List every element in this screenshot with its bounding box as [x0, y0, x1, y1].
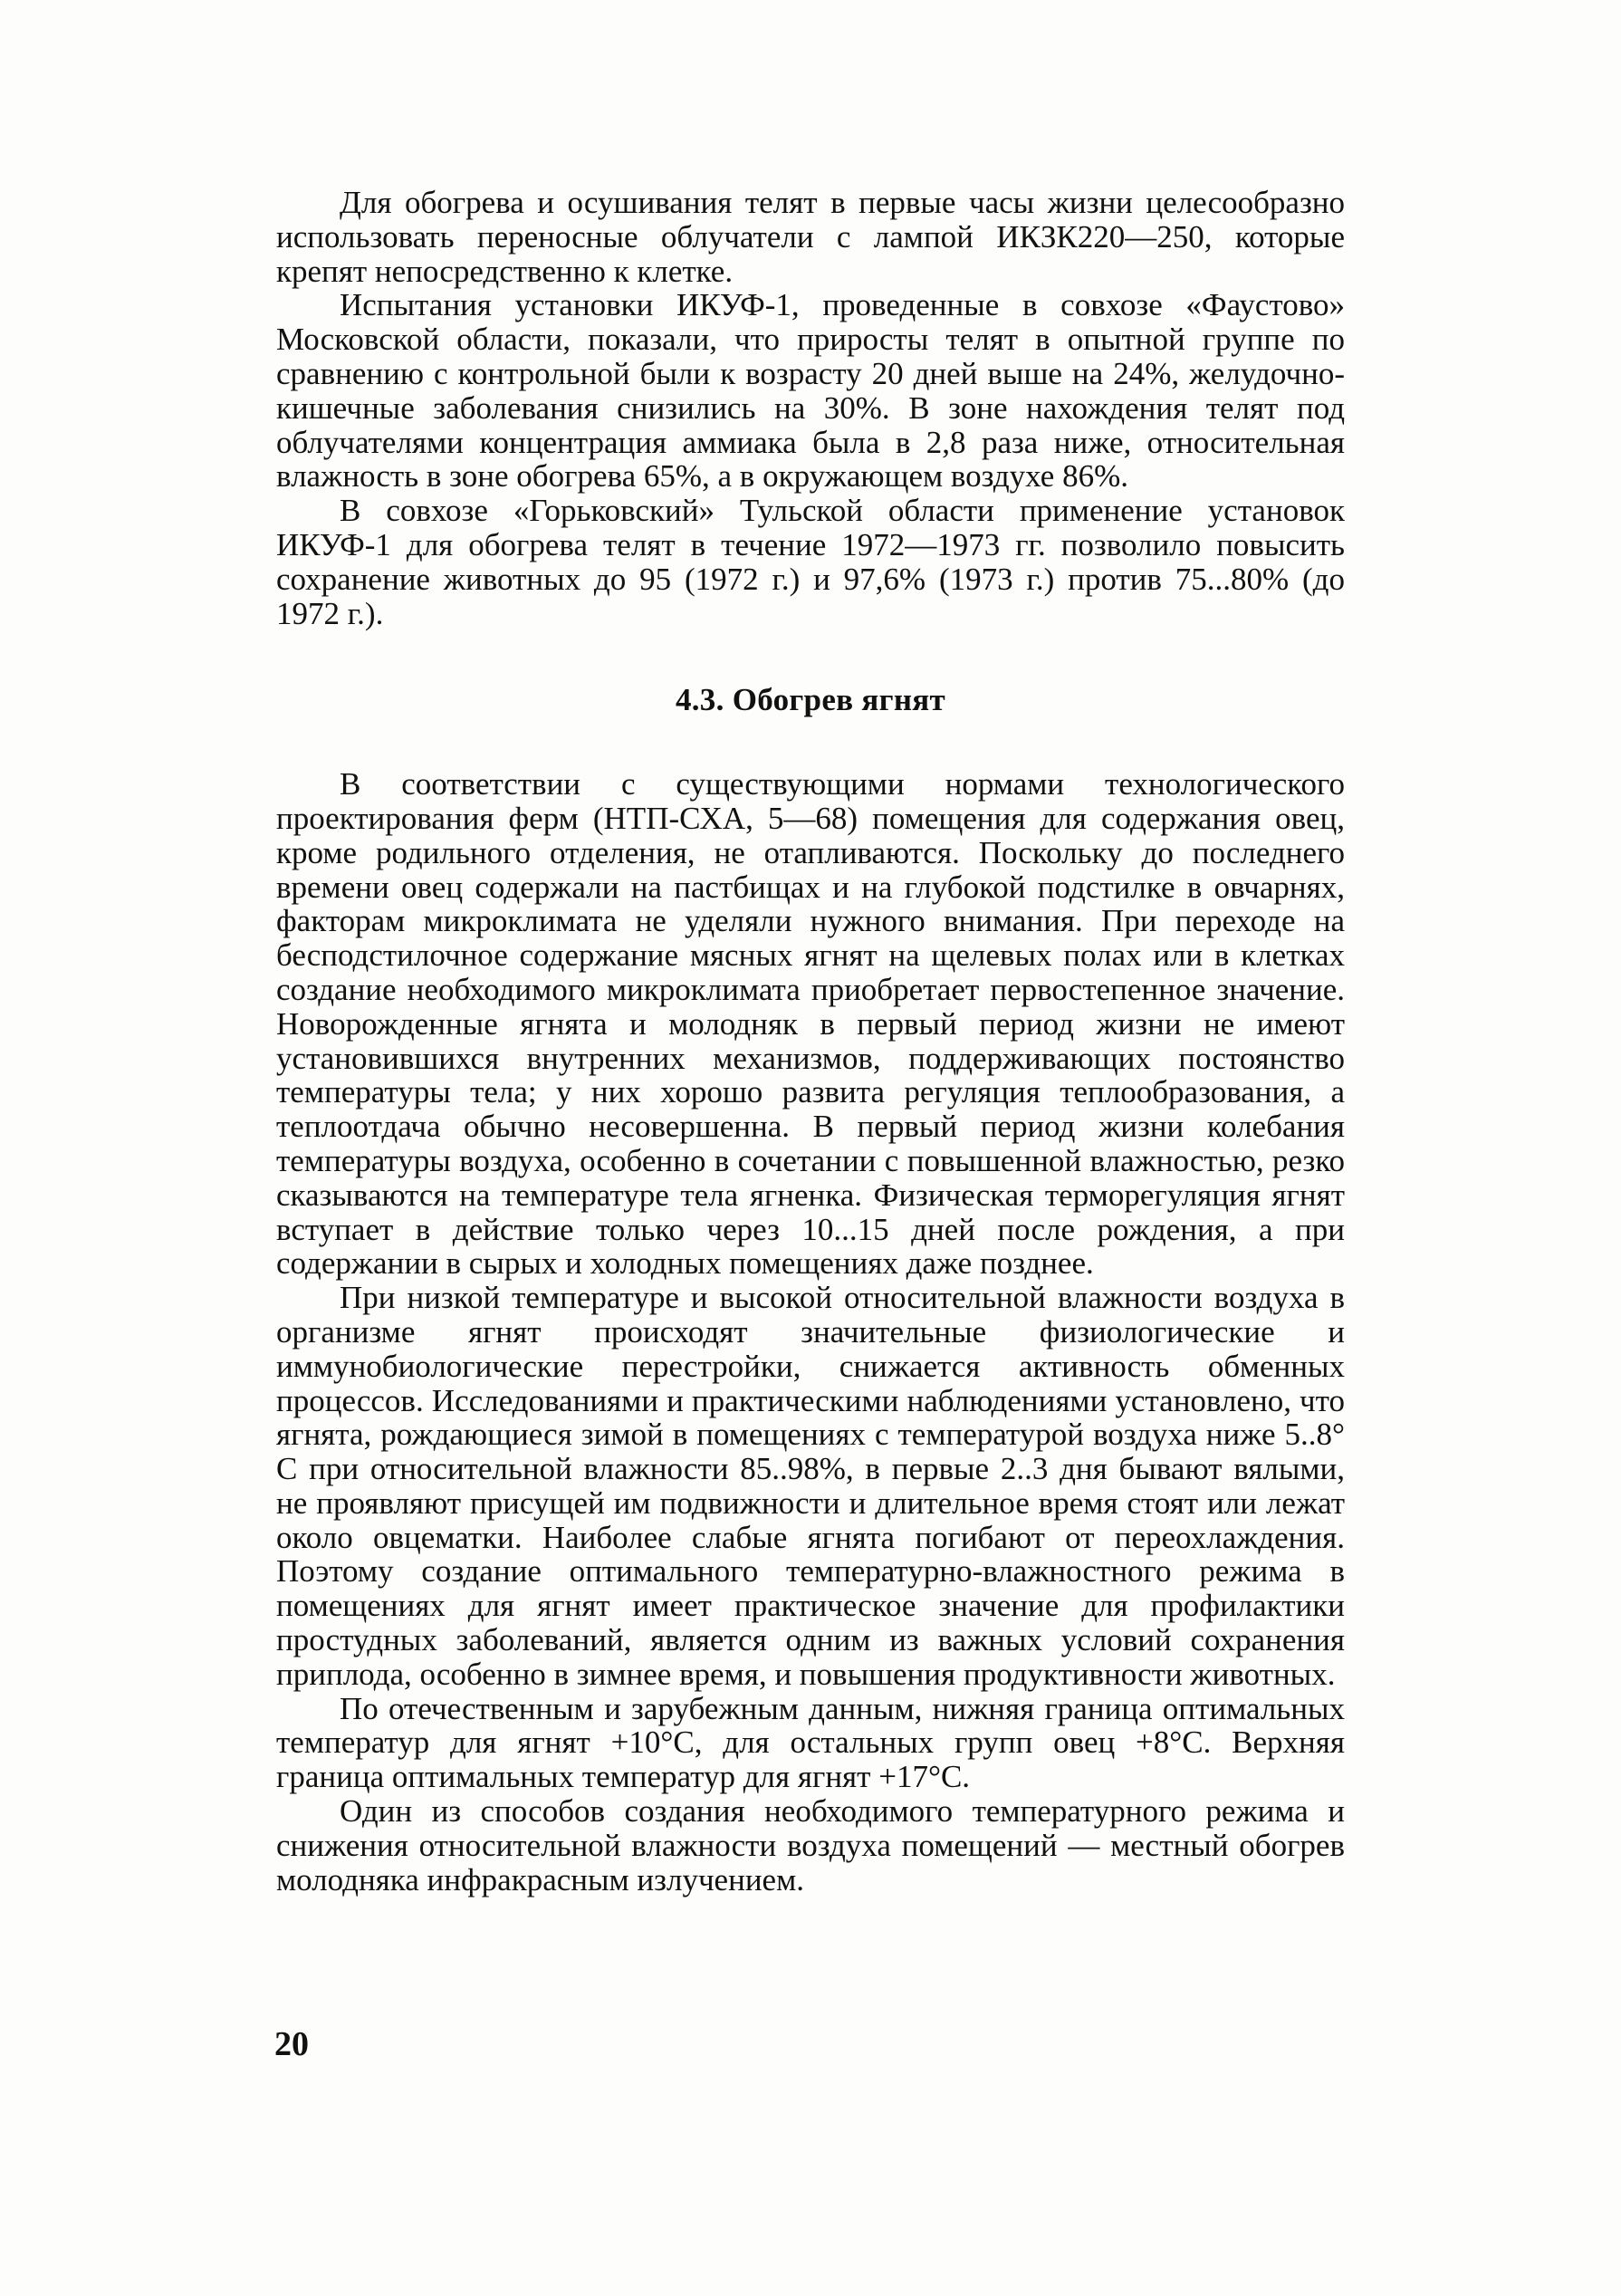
paragraph-low-temperature: При низкой температуре и высокой относительной влажности воздуха в организме ягнят происходят значительные физиологические и иммунобиологические перестройки, снижается активность обменных процессов. Исследованиями и практическими наблюдениями установлено, что ягнята, рождающиеся зимой в помещениях с температурой воздуха ниже 5..8° С при относительной влажности 85..98%, в первые 2..3 дня бывают вялыми, не проявляют присущей им подвижности и длительное время стоят или лежат около овцематки. Наиболее слабые ягнята погибают от переохлаждения. Поэтому создание оптимального температурно-влажностного режима в помещениях для ягнят имеет практическое значение для профилактики простудных заболеваний, является одним из важных условий сохранения приплода, особенно в зимнее время, и повышения продуктивности животных. — [276, 1280, 1345, 1692]
paragraph-faustovo-trial: Испытания установки ИКУФ-1, проведенные в совхозе «Фаустово» Московской области, показали, что приросты телят в опытной группе по сравнению с контрольной были к возрасту 20 дней выше на 24%, желудочно-кишечные заболевания снизились на 30%. В зоне нахождения телят под облучателями концентрация аммиака была в 2,8 раза ниже, относительная влажность в зоне обогрева 65%, а в окружающем воздухе 86%. — [276, 287, 1345, 495]
paragraph-optimal-temperatures: По отечественным и зарубежным данным, нижняя граница оптимальных температур для ягнят +10°С, для остальных групп овец +8°С. Верхняя граница оптимальных температур для ягнят +17°С. — [276, 1690, 1345, 1795]
paragraph-calves-drying: Для обогрева и осушивания телят в первые часы жизни целесообразно использовать переносные облучатели с лампой ИКЗК220—250, которые крепят непосредственно к клетке. — [276, 185, 1345, 289]
paragraph-infrared-heating: Один из способов создания необходимого температурного режима и снижения относительной влажности воздуха помещений — местный обогрев молодняка инфракрасным излучением. — [276, 1793, 1345, 1897]
paragraph-norms: В соответствии с существующими нормами технологического проектирования ферм (НТП-СХА, 5—68) помещения для содержания овец, кроме родильного отделения, не отапливаются. Поскольку до последнего времени овец содержали на пастбищах и на глубокой подстилке в овчарнях, факторам микроклимата не уделяли нужного внимания. При переходе на бесподстилочное содержание мясных ягнят на щелевых полах или в клетках создание необходимого микроклимата приобретает первостепенное значение. Новорожденные ягнята и молодняк в первый период жизни не имеют установившихся внутренних механизмов, поддерживающих постоянство температуры тела; у них хорошо развита регуляция теплообразования, а теплоотдача обычно несовершенна. В первый период жизни колебания температуры воздуха, особенно в сочетании с повышенной влажностью, резко сказываются на температуре тела ягненка. Физическая терморегуляция ягнят вступает в действие только через 10...15 дней после рождения, а при содержании в сырых и холодных помещениях даже позднее. — [276, 766, 1345, 1282]
paragraph-gorkovsky-results: В совхозе «Горьковский» Тульской области применение установок ИКУФ-1 для обогрева телят в течение 1972—1973 гг. позволило повысить сохранение животных до 95 (1972 г.) и 97,6% (1973 г.) против 75...80% (до 1972 г.). — [276, 493, 1345, 631]
body-text — [276, 186, 1345, 1897]
section-heading: 4.3. Обогрев ягнят — [675, 682, 946, 718]
page-number: 20 — [274, 2025, 309, 2063]
